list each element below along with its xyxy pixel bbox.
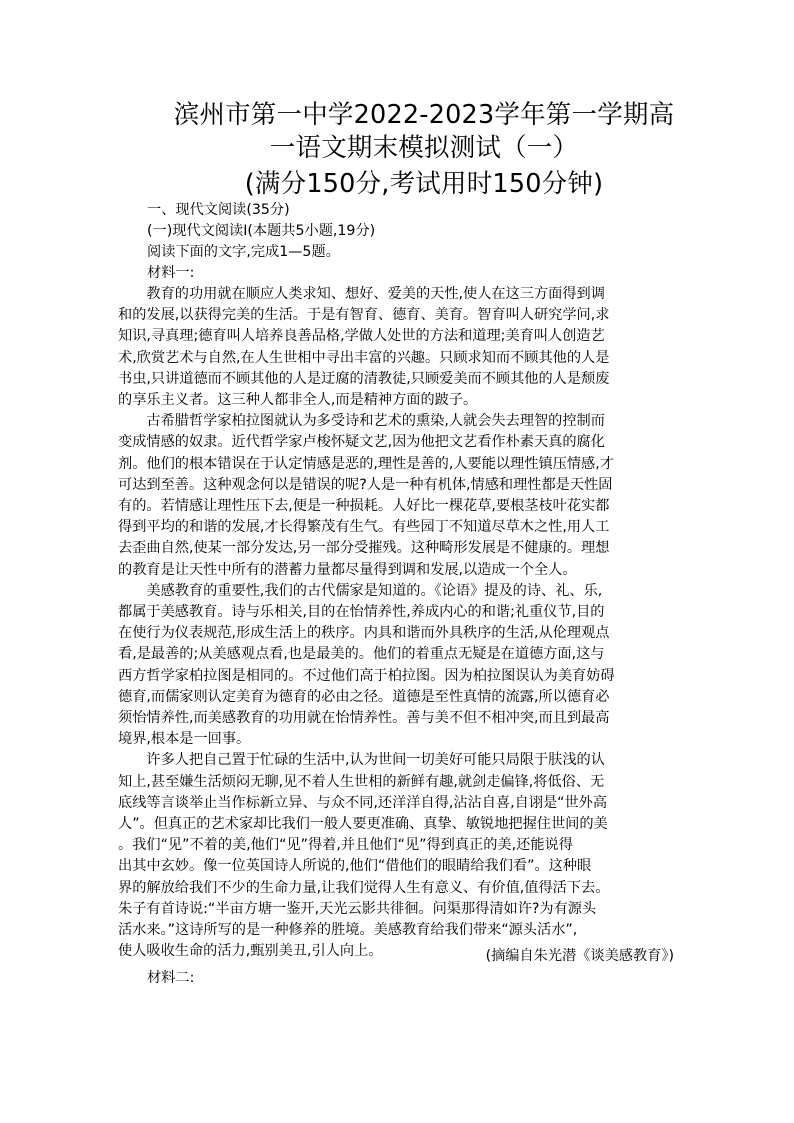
section-heading: 一、现代文阅读(35分) <box>147 202 290 218</box>
material1-label: 材料一: <box>147 265 195 281</box>
doc-title-line-3: (满分150分,考试用时150分钟) <box>244 169 604 199</box>
text-line: 活水来。”这诗所写的是一种修养的胜境。美感教育给我们带来“源头活水”, <box>118 922 578 939</box>
text-line: 出其中玄妙。像一位英国诗人所说的,他们“借他们的眼睛给我们看”。这种眼 <box>118 858 592 875</box>
text-line: 看,是最善的;从美感观点看,也是最美的。他们的着重点无疑是在道德方面,这与 <box>118 646 605 663</box>
text-line: 朱子有首诗说:“半亩方塘一鉴开,天光云影共徘徊。问渠那得清如许?为有源头 <box>118 900 597 917</box>
instruction-text: 阅读下面的文字,完成1—5题。 <box>147 244 340 260</box>
text-line: 许多人把自己置于忙碌的生活中,认为世间一切美好可能只局限于肤浅的认 <box>146 752 605 769</box>
text-line: 都属于美感教育。诗与乐相关,目的在怡情养性,养成内心的和谐;礼重仪节,目的 <box>118 604 605 621</box>
text-line: 知上,甚至嫌生活烦闷无聊,见不着人生世相的新鲜有趣,就剑走偏锋,将低俗、无 <box>118 773 605 790</box>
doc-title-line-1: 滨州市第一中学2022-2023学年第一学期高 <box>173 100 675 130</box>
text-line: 教育的功用就在顺应人类求知、想好、爱美的天性,使人在这三方面得到调 <box>146 286 605 302</box>
text-line: 。我们“见”不着的美,他们“见”得着,并且他们“见”得到真正的美,还能说得 <box>118 837 573 854</box>
text-line: 书虫,只讲道德而不顾其他的人是迂腐的清教徒,只顾爱美而不顾其他的人是颓废 <box>118 370 610 387</box>
text-line: 使人吸收生命的活力,甄别美丑,引人向上。 <box>118 943 383 960</box>
text-line: 得到平均的和谐的发展,才长得繁茂有生气。有些园丁不知道尽草木之性,用人工 <box>118 519 610 536</box>
source-citation: (摘编自朱光潜《谈美感教育》) <box>485 948 674 964</box>
text-line: 和的发展,以获得完美的生活。于是有智育、德育、美育。智育叫人研究学问,求 <box>118 307 610 324</box>
doc-title-line-2: 一语文期末模拟测试（一） <box>269 133 579 163</box>
text-line: 德育,而儒家则认定美育为德育的必由之径。道德是至性真情的流露,所以德育必 <box>118 688 610 705</box>
text-line: 须怡情养性,而美感教育的功用就在怡情养性。善与美不但不相冲突,而且到最高 <box>118 710 610 727</box>
text-line: 去歪曲自然,使某一部分发达,另一部分受摧残。这种畸形发展是不健康的。理想 <box>118 540 610 557</box>
text-line: 底线等言谈举止当作标新立异、与众不同,还洋洋自得,沾沾自喜,自诩是“世外高 <box>118 794 608 811</box>
material1-body <box>118 284 674 963</box>
text-line: 术,欣赏艺术与自然,在人生世相中寻出丰富的兴趣。只顾求知而不顾其他的人是 <box>118 349 610 366</box>
text-line: 在使行为仪表规范,形成生活上的秩序。内具和谐而外具秩序的生活,从伦理观点 <box>118 625 610 642</box>
material2-label: 材料二: <box>147 970 195 986</box>
text-line: 可达到至善。这种观念何以是错误的呢?人是一种有机体,情感和理性都是天性固 <box>118 476 613 493</box>
text-line: 界的解放给我们不少的生命力量,让我们觉得人生有意义、有价值,值得活下去。 <box>118 879 610 896</box>
text-line: 变成情感的奴隶。近代哲学家卢梭怀疑文艺,因为他把文艺看作朴素天真的腐化 <box>118 434 605 451</box>
text-line: 的享乐主义者。这三种人都非全人,而是精神方面的跛子。 <box>118 392 478 409</box>
text-line: 知识,寻真理;德育叫人培养良善品格,学做人处世的方法和道理;美育叫人创造艺 <box>118 328 605 345</box>
text-line: 美感教育的重要性,我们的古代儒家是知道的。《论语》提及的诗、礼、乐, <box>146 582 603 599</box>
subsection-heading: (一)现代文阅读Ⅰ(本题共5小题,19分) <box>147 223 376 239</box>
text-line: 的教育是让天性中所有的潜蓄力量都尽量得到调和发展,以造成一个全人。 <box>118 561 577 578</box>
text-line: 西方哲学家柏拉图是相同的。不过他们高于柏拉图。因为柏拉图误认为美育妨碍 <box>118 667 615 684</box>
text-line: 古希腊哲学家柏拉图就认为多受诗和艺术的熏染,人就会失去理智的控制而 <box>146 413 605 430</box>
text-line: 境界,根本是一回事。 <box>118 731 251 748</box>
text-line: 有的。若情感让理性压下去,便是一种损耗。人好比一棵花草,要根茎枝叶花实都 <box>118 498 610 515</box>
text-line: 剂。他们的根本错误在于认定情感是恶的,理性是善的,人要能以理性镇压情感,才 <box>118 455 614 472</box>
text-line: 人”。但真正的艺术家却比我们一般人要更准确、真挚、敏锐地把握住世间的美 <box>118 816 608 833</box>
